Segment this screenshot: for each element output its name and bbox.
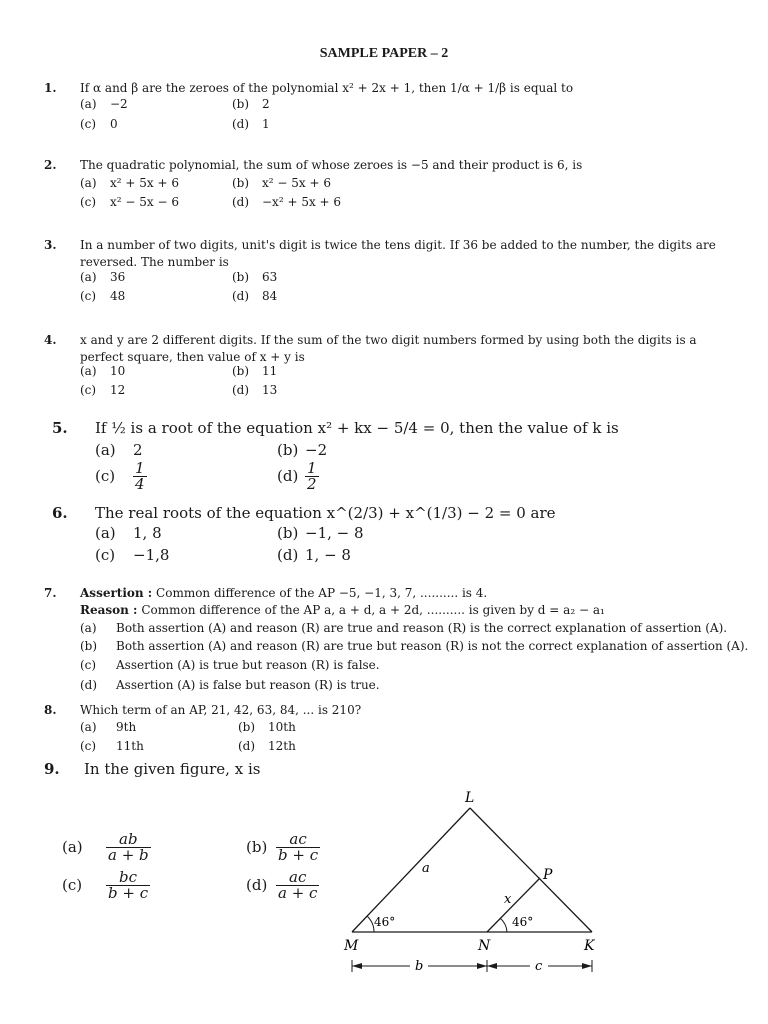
option-a[interactable]: (a) −2 — [80, 97, 128, 111]
option-d[interactable]: (d) 1 — [232, 117, 270, 131]
label-length-c: c — [535, 959, 543, 974]
vertex-p: P — [543, 867, 553, 883]
question-stem: If ½ is a root of the equation x² + kx − 5/4 = 0, then the value of k is — [95, 419, 619, 437]
option-c[interactable]: (c) 11th — [80, 739, 144, 753]
question-stem: x and y are 2 different digits. If the sum of the two digit numbers formed by using both the digits is a perfect square, then value of x + y is — [80, 333, 697, 364]
question-stem: In a number of two digits, unit's digit is twice the tens digit. If 36 be added to the number, the digits are reversed. The number is — [80, 238, 716, 269]
option-a[interactable]: (a) 2 — [95, 441, 143, 459]
option-a[interactable]: (a) 9th — [80, 720, 137, 734]
side-ml — [352, 808, 470, 932]
label-angle-m: 46° — [374, 915, 396, 929]
assertion-line: Assertion : Common difference of the AP −5, −1, 3, 7, .......... is 4. — [80, 586, 488, 600]
fraction: $\frac{ab}{a + b}$ — [108, 830, 149, 864]
label-length-b: b — [415, 959, 424, 974]
option-c[interactable]: (c) Assertion (A) is true but reason (R) is false. — [80, 658, 380, 672]
option-a[interactable]: (a) $\frac{ab}{a + b}$ — [62, 830, 149, 864]
option-b[interactable]: (b) Both assertion (A) and reason (R) are true but reason (R) is not the correct explanation of assertion (A). — [80, 639, 749, 653]
option-c[interactable]: (c) −1,8 — [95, 546, 170, 564]
question-number: 7. — [44, 586, 57, 600]
question-number: 8. — [44, 703, 57, 717]
option-a[interactable]: (a) Both assertion (A) and reason (R) are true and reason (R) is the correct explanation of assertion (A). — [80, 621, 728, 635]
vertex-l: L — [465, 790, 475, 806]
question-number: 6. — [52, 504, 68, 522]
option-d[interactable]: (d) Assertion (A) is false but reason (R) is true. — [80, 678, 380, 692]
reason-line: Reason : Common difference of the AP a, a + d, a + 2d, .......... is given by d = a₂ − a₁ — [80, 603, 605, 617]
question-stem: If α and β are the zeroes of the polynomial x² + 2x + 1, then 1/α + 1/β is equal to — [80, 81, 574, 95]
option-c[interactable]: (c) 48 — [80, 289, 126, 303]
option-c[interactable]: (c) 12 — [80, 383, 126, 397]
option-c[interactable]: (c) 0 — [80, 117, 118, 131]
option-b[interactable]: (b) 11 — [232, 364, 278, 378]
option-d[interactable]: (d) 12th — [238, 739, 296, 753]
option-a[interactable]: (a) 10 — [80, 364, 126, 378]
option-b[interactable]: (b) x² − 5x + 6 — [232, 176, 331, 190]
question-number: 5. — [52, 419, 68, 437]
option-d[interactable]: (d) 13 — [232, 383, 278, 397]
option-d[interactable]: (d) $\frac{ac}{a + c}$ — [246, 868, 318, 902]
fraction: $\frac{bc}{b + c}$ — [108, 868, 149, 902]
vertex-n: N — [478, 938, 491, 954]
angle-arc-n — [500, 918, 507, 932]
side-lk — [470, 808, 592, 932]
question-number: 4. — [44, 333, 57, 347]
fraction: $\frac{1}{2}$ — [307, 459, 317, 493]
label-angle-n: 46° — [512, 915, 534, 929]
option-d[interactable]: (d) −x² + 5x + 6 — [232, 195, 342, 209]
question-stem: The real roots of the equation x^(2/3) + x^(1/3) − 2 = 0 are — [95, 504, 556, 522]
option-b[interactable]: (b) −1, − 8 — [277, 524, 364, 542]
arrow-head — [582, 963, 592, 969]
arrow-head — [352, 963, 362, 969]
fraction: $\frac{ac}{a + c}$ — [278, 868, 318, 902]
option-d[interactable]: (d) 1, − 8 — [277, 546, 351, 564]
question-number: 1. — [44, 81, 57, 95]
page-title: SAMPLE PAPER – 2 — [319, 46, 449, 61]
question-number: 9. — [44, 760, 60, 778]
vertex-k: K — [584, 938, 595, 954]
option-d[interactable]: (d) $\frac{1}{2}$ — [277, 459, 317, 493]
option-d[interactable]: (d) 84 — [232, 289, 278, 303]
option-a[interactable]: (a) 1, 8 — [95, 524, 162, 542]
question-number: 2. — [44, 158, 57, 172]
option-c[interactable]: (c) $\frac{bc}{b + c}$ — [62, 868, 149, 902]
option-a[interactable]: (a) x² + 5x + 6 — [80, 176, 179, 190]
angle-arc-m — [367, 916, 374, 932]
option-b[interactable]: (b) 2 — [232, 97, 270, 111]
option-b[interactable]: (b) −2 — [277, 441, 328, 459]
question-stem: Which term of an AP, 21, 42, 63, 84, ... is 210? — [80, 703, 362, 717]
triangle-figure — [330, 784, 620, 984]
fraction: $\frac{ac}{b + c}$ — [278, 830, 319, 864]
arrow-head — [487, 963, 497, 969]
fraction: $\frac{1}{4}$ — [135, 459, 145, 493]
option-b[interactable]: (b) 10th — [238, 720, 296, 734]
option-c[interactable]: (c) x² − 5x − 6 — [80, 195, 179, 209]
question-stem: In the given figure, x is — [84, 760, 261, 778]
question-number: 3. — [44, 238, 57, 252]
question-stem: The quadratic polynomial, the sum of whose zeroes is −5 and their product is 6, is — [80, 158, 583, 172]
vertex-m: M — [344, 938, 359, 954]
label-side-x: x — [504, 892, 512, 907]
arrow-head — [477, 963, 487, 969]
option-b[interactable]: (b) $\frac{ac}{b + c}$ — [246, 830, 319, 864]
option-c[interactable]: (c) $\frac{1}{4}$ — [95, 459, 145, 493]
option-a[interactable]: (a) 36 — [80, 270, 126, 284]
option-b[interactable]: (b) 63 — [232, 270, 278, 284]
label-side-a: a — [422, 861, 430, 876]
